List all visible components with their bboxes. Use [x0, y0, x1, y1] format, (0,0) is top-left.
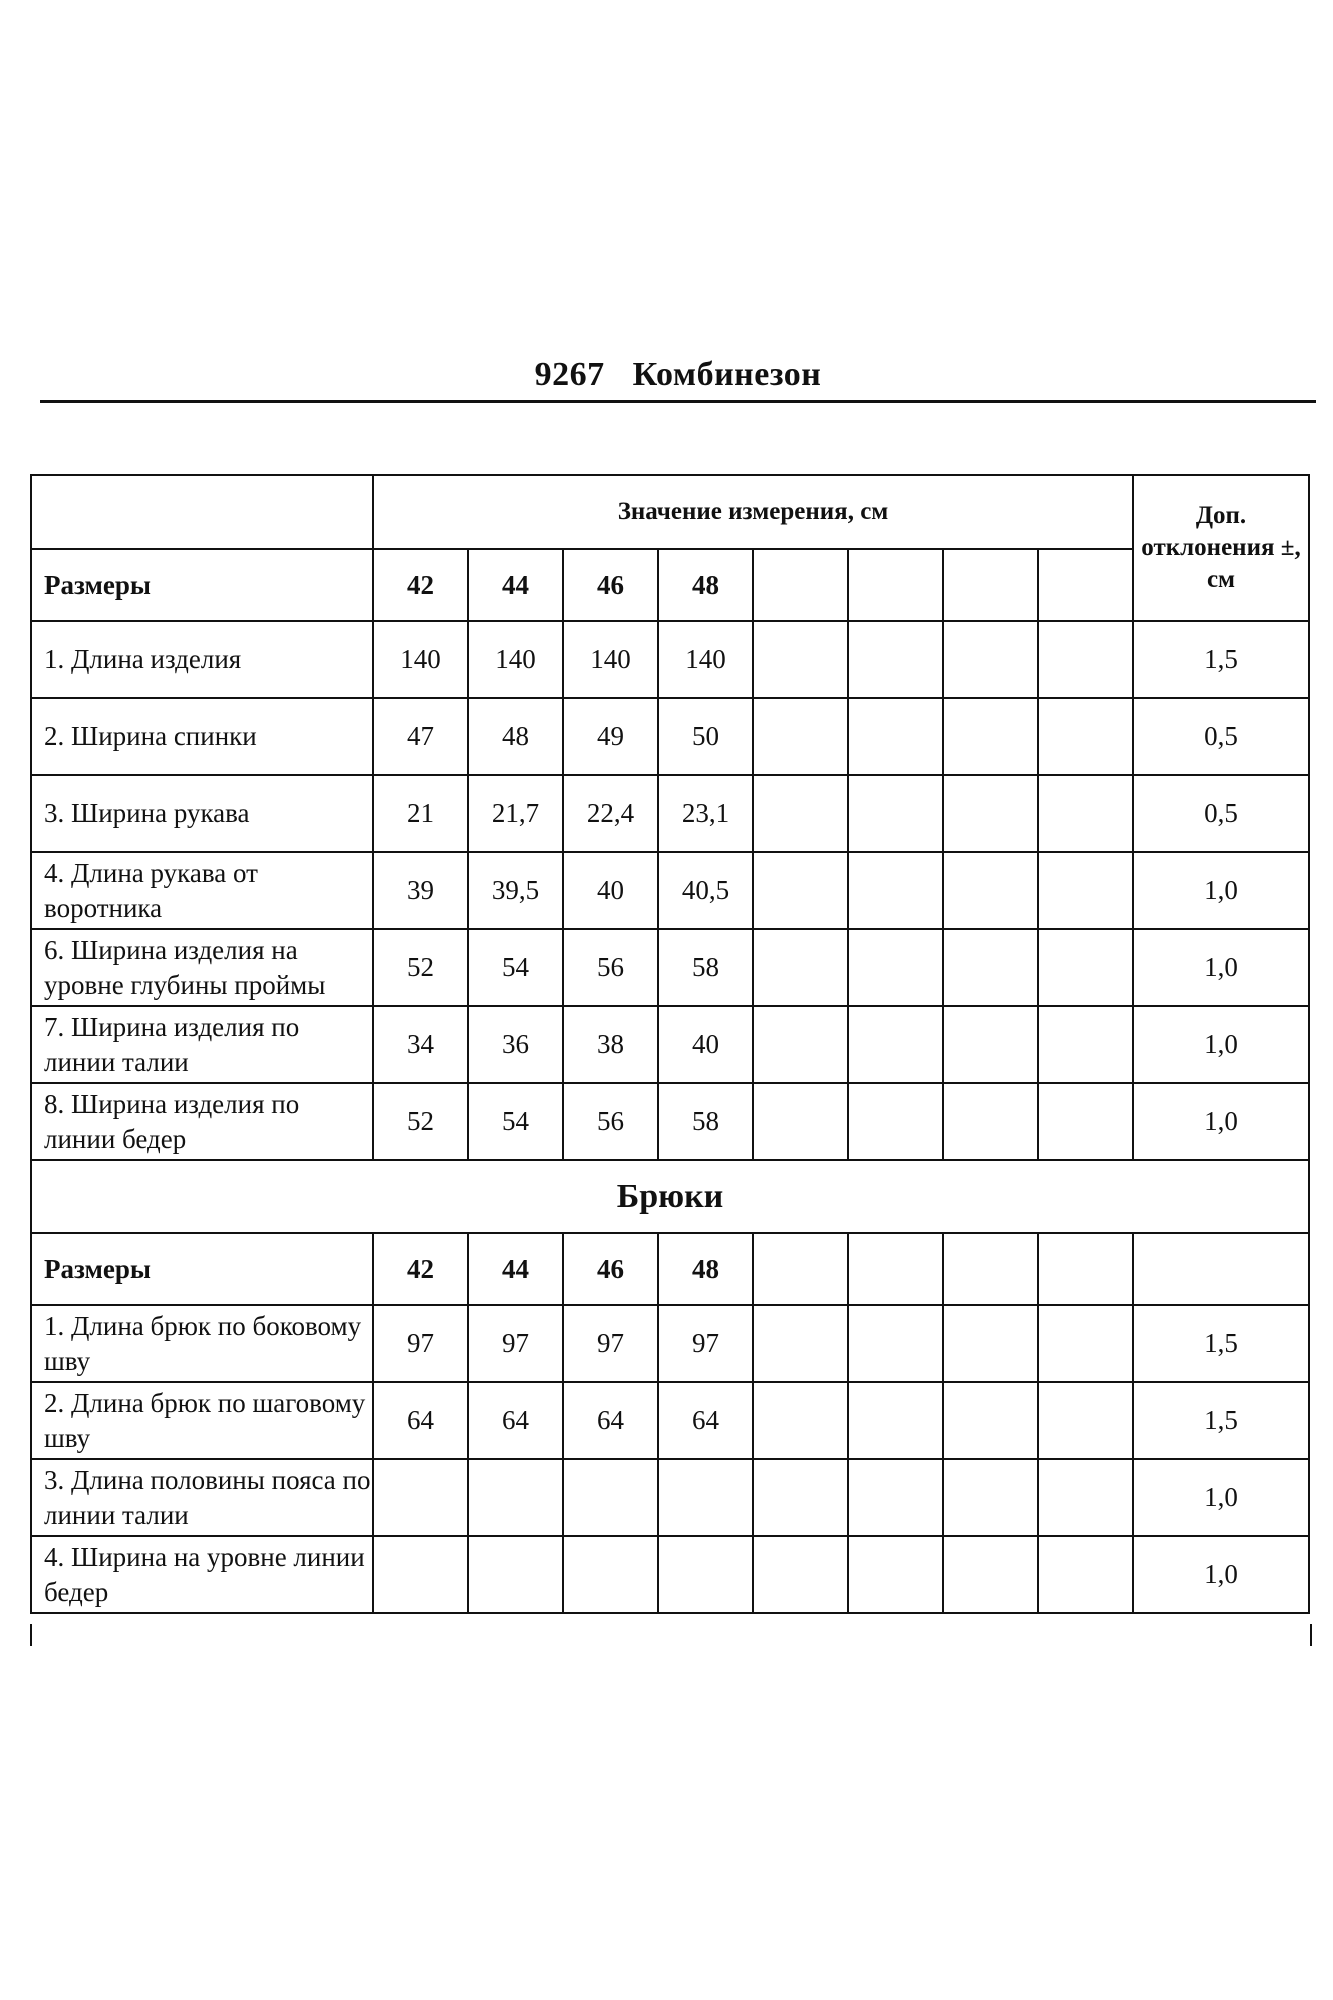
empty-cell — [943, 1006, 1038, 1083]
empty-cell — [943, 1459, 1038, 1536]
size-cell: 46 — [563, 1233, 658, 1305]
value-cell: 39 — [373, 852, 468, 929]
empty-cell — [753, 1233, 848, 1305]
deviation-cell: 1,0 — [1133, 1006, 1309, 1083]
value-cell — [563, 1459, 658, 1536]
measurement-row — [31, 775, 1309, 852]
empty-cell — [1038, 929, 1133, 1006]
measurement-label: 2. Длина брюк по шаговому шву — [31, 1382, 373, 1459]
value-cell: 97 — [563, 1305, 658, 1382]
empty-cell — [848, 698, 943, 775]
measurement-header: Значение измерения, см — [373, 475, 1133, 549]
article-name: Комбинезон — [632, 356, 822, 393]
value-cell: 97 — [468, 1305, 563, 1382]
value-cell: 34 — [373, 1006, 468, 1083]
header-row — [31, 475, 1309, 549]
value-cell: 21,7 — [468, 775, 563, 852]
measurement-row — [31, 1536, 1309, 1613]
measurement-row — [31, 929, 1309, 1006]
empty-cell — [1038, 698, 1133, 775]
measurement-label: 7. Ширина изделия по линии талии — [31, 1006, 373, 1083]
empty-cell — [943, 1305, 1038, 1382]
size-cell: 44 — [468, 549, 563, 621]
deviation-cell: 1,5 — [1133, 1305, 1309, 1382]
measurement-label: 1. Длина брюк по боковому шву — [31, 1305, 373, 1382]
empty-cell — [943, 1382, 1038, 1459]
value-cell: 58 — [658, 1083, 753, 1160]
value-cell — [373, 1459, 468, 1536]
measurement-label: 3. Ширина рукава — [31, 775, 373, 852]
sizes-label: Размеры — [31, 549, 373, 621]
section-row — [31, 1160, 1309, 1233]
value-cell: 97 — [658, 1305, 753, 1382]
section-title-trousers: Брюки — [31, 1160, 1309, 1233]
measurement-row — [31, 1459, 1309, 1536]
value-cell: 52 — [373, 1083, 468, 1160]
measurement-row — [31, 1006, 1309, 1083]
value-cell — [468, 1459, 563, 1536]
empty-cell — [848, 621, 943, 698]
value-cell: 54 — [468, 929, 563, 1006]
value-cell: 40 — [563, 852, 658, 929]
measurement-label: 4. Ширина на уровне линии бедер — [31, 1536, 373, 1613]
size-cell: 44 — [468, 1233, 563, 1305]
measurement-label: 2. Ширина спинки — [31, 698, 373, 775]
deviation-cell: 1,0 — [1133, 852, 1309, 929]
measurement-row — [31, 1305, 1309, 1382]
size-cell: 48 — [658, 1233, 753, 1305]
title-rule — [40, 400, 1316, 403]
empty-cell — [848, 1006, 943, 1083]
value-cell: 140 — [373, 621, 468, 698]
empty-cell — [943, 549, 1038, 621]
empty-cell — [753, 1305, 848, 1382]
deviation-cell: 0,5 — [1133, 698, 1309, 775]
empty-cell — [753, 1459, 848, 1536]
measurement-label: 6. Ширина изделия на уровне глубины проймы — [31, 929, 373, 1006]
value-cell: 23,1 — [658, 775, 753, 852]
empty-cell — [848, 1305, 943, 1382]
article-code: 9267 — [534, 356, 605, 393]
deviation-cell: 1,0 — [1133, 1459, 1309, 1536]
empty-cell — [753, 852, 848, 929]
empty-cell — [943, 1536, 1038, 1613]
empty-cell — [1038, 1536, 1133, 1613]
empty-cell — [753, 1536, 848, 1613]
empty-cell — [1038, 1382, 1133, 1459]
value-cell — [658, 1459, 753, 1536]
empty-cell — [1038, 621, 1133, 698]
size-cell: 48 — [658, 549, 753, 621]
empty-cell — [848, 1536, 943, 1613]
value-cell: 58 — [658, 929, 753, 1006]
empty-cell — [943, 1083, 1038, 1160]
empty-cell — [753, 775, 848, 852]
value-cell: 40,5 — [658, 852, 753, 929]
value-cell: 64 — [468, 1382, 563, 1459]
value-cell: 52 — [373, 929, 468, 1006]
size-cell: 42 — [373, 1233, 468, 1305]
value-cell: 40 — [658, 1006, 753, 1083]
deviation-cell: 1,0 — [1133, 929, 1309, 1006]
measurement-label: 8. Ширина изделия по линии бедер — [31, 1083, 373, 1160]
measurement-row — [31, 698, 1309, 775]
empty-cell — [943, 698, 1038, 775]
value-cell: 39,5 — [468, 852, 563, 929]
empty-cell — [753, 1006, 848, 1083]
deviation-cell: 1,5 — [1133, 621, 1309, 698]
value-cell: 140 — [563, 621, 658, 698]
value-cell: 56 — [563, 929, 658, 1006]
value-cell: 48 — [468, 698, 563, 775]
empty-cell — [753, 698, 848, 775]
value-cell — [563, 1536, 658, 1613]
empty-cell — [753, 621, 848, 698]
deviation-cell: 1,0 — [1133, 1083, 1309, 1160]
measurement-row — [31, 1382, 1309, 1459]
value-cell: 97 — [373, 1305, 468, 1382]
empty-cell — [753, 549, 848, 621]
measurement-row — [31, 1083, 1309, 1160]
sizes-row — [31, 1233, 1309, 1305]
measurement-row — [31, 621, 1309, 698]
value-cell — [658, 1536, 753, 1613]
size-chart-table — [30, 474, 1310, 1614]
deviation-cell: 1,5 — [1133, 1382, 1309, 1459]
empty-cell — [943, 929, 1038, 1006]
deviation-cell: 0,5 — [1133, 775, 1309, 852]
empty-cell — [848, 549, 943, 621]
table-tail — [30, 1624, 1312, 1646]
empty-cell — [1038, 1233, 1133, 1305]
value-cell: 54 — [468, 1083, 563, 1160]
value-cell: 36 — [468, 1006, 563, 1083]
empty-cell — [1038, 775, 1133, 852]
empty-cell — [943, 1233, 1038, 1305]
size-cell: 42 — [373, 549, 468, 621]
deviation-header: Доп. отклонения ±, см — [1133, 475, 1309, 621]
empty-cell — [848, 1459, 943, 1536]
empty-cell — [848, 1083, 943, 1160]
measurement-label: 3. Длина половины пояса по линии талии — [31, 1459, 373, 1536]
page-title — [40, 356, 1316, 394]
empty-cell — [848, 929, 943, 1006]
empty-cell — [943, 621, 1038, 698]
sizes-row — [31, 549, 1309, 621]
corner-cell — [31, 475, 373, 549]
empty-cell — [1133, 1233, 1309, 1305]
value-cell: 50 — [658, 698, 753, 775]
empty-cell — [848, 775, 943, 852]
value-cell: 56 — [563, 1083, 658, 1160]
empty-cell — [1038, 1083, 1133, 1160]
deviation-cell: 1,0 — [1133, 1536, 1309, 1613]
value-cell: 140 — [468, 621, 563, 698]
empty-cell — [1038, 549, 1133, 621]
empty-cell — [753, 1083, 848, 1160]
value-cell: 64 — [563, 1382, 658, 1459]
measurement-label: 4. Длина рукава от воротника — [31, 852, 373, 929]
value-cell: 38 — [563, 1006, 658, 1083]
empty-cell — [943, 775, 1038, 852]
value-cell: 64 — [373, 1382, 468, 1459]
empty-cell — [848, 1233, 943, 1305]
empty-cell — [1038, 1459, 1133, 1536]
empty-cell — [753, 1382, 848, 1459]
sizes-label: Размеры — [31, 1233, 373, 1305]
empty-cell — [1038, 1305, 1133, 1382]
value-cell: 22,4 — [563, 775, 658, 852]
empty-cell — [848, 852, 943, 929]
value-cell — [468, 1536, 563, 1613]
measurement-row — [31, 852, 1309, 929]
empty-cell — [848, 1382, 943, 1459]
value-cell: 64 — [658, 1382, 753, 1459]
value-cell: 47 — [373, 698, 468, 775]
empty-cell — [753, 929, 848, 1006]
empty-cell — [943, 852, 1038, 929]
empty-cell — [1038, 1006, 1133, 1083]
value-cell — [373, 1536, 468, 1613]
empty-cell — [1038, 852, 1133, 929]
value-cell: 140 — [658, 621, 753, 698]
size-cell: 46 — [563, 549, 658, 621]
measurement-label: 1. Длина изделия — [31, 621, 373, 698]
value-cell: 49 — [563, 698, 658, 775]
value-cell: 21 — [373, 775, 468, 852]
